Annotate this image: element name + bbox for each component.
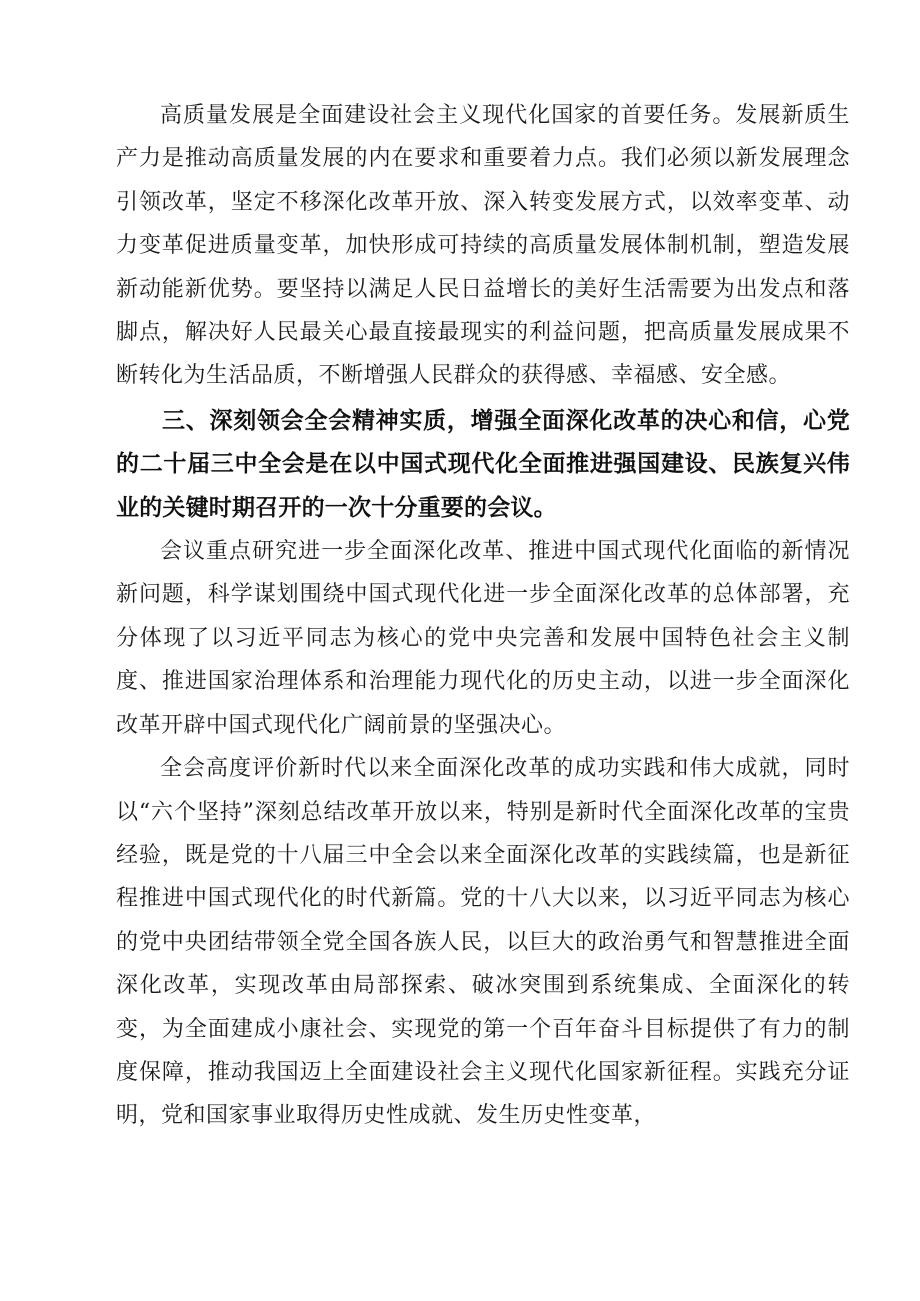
paragraph-meeting-focus: 会议重点研究进一步全面深化改革、推进中国式现代化面临的新情况新问题，科学谋划围绕中国式现代化进一步全面深化改革的总体部署，充分体现了以习近平同志为核心的党中央完善和发展中国特色社会主义制度、推进国家治理体系和治理能力现代化的历史主动，以进一步全面深化改革开辟中国式现代化广阔前景的坚强决心。 [116,539,850,738]
paragraph-high-quality-development: 高质量发展是全面建设社会主义现代化国家的首要任务。发展新质生产力是推动高质量发展的内在要求和重要着力点。我们必须以新发展理念引领改革，坚定不移深化改革开放、深入转变发展方式，以效率变革、动力变革促进质量变革，加快形成可持续的高质量发展体制机制，塑造发展新动能新优势。要坚持以满足人民日益增长的美好生活需要为出发点和落脚点，解决好人民最关心最直接最现实的利益问题，把高质量发展成果不断转化为生活品质，不断增强人民群众的获得感、幸福感、安全感。 [116,103,850,389]
section-heading: 三、深刻领会全会精神实质，增强全面深化改革的决心和信，心党的二十届三中全会是在以中国式现代化全面推进强国建设、民族复兴伟业的关键时期召开的一次十分重要的会议。 [116,407,850,521]
document-body [116,94,850,1138]
paragraph-plenary-evaluation: 全会高度评价新时代以来全面深化改革的成功实践和伟大成就，同时以“六个坚持”深刻总结改革开放以来，特别是新时代全面深化改革的宝贵经验，既是党的十八届三中全会以来全面深化改革的实践续篇，也是新征程推进中国式现代化的时代新篇。党的十八大以来，以习近平同志为核心的党中央团结带领全党全国各族人民，以巨大的政治勇气和智慧推进全面深化改革，实现改革由局部探索、破冰突围到系统集成、全面深化的转变，为全面建成小康社会、实现党的第一个百年奋斗目标提供了有力的制度保障，推动我国迈上全面建设社会主义现代化国家新征程。实践充分证明，党和国家事业取得历史性成就、发生历史性变革， [116,756,850,1129]
